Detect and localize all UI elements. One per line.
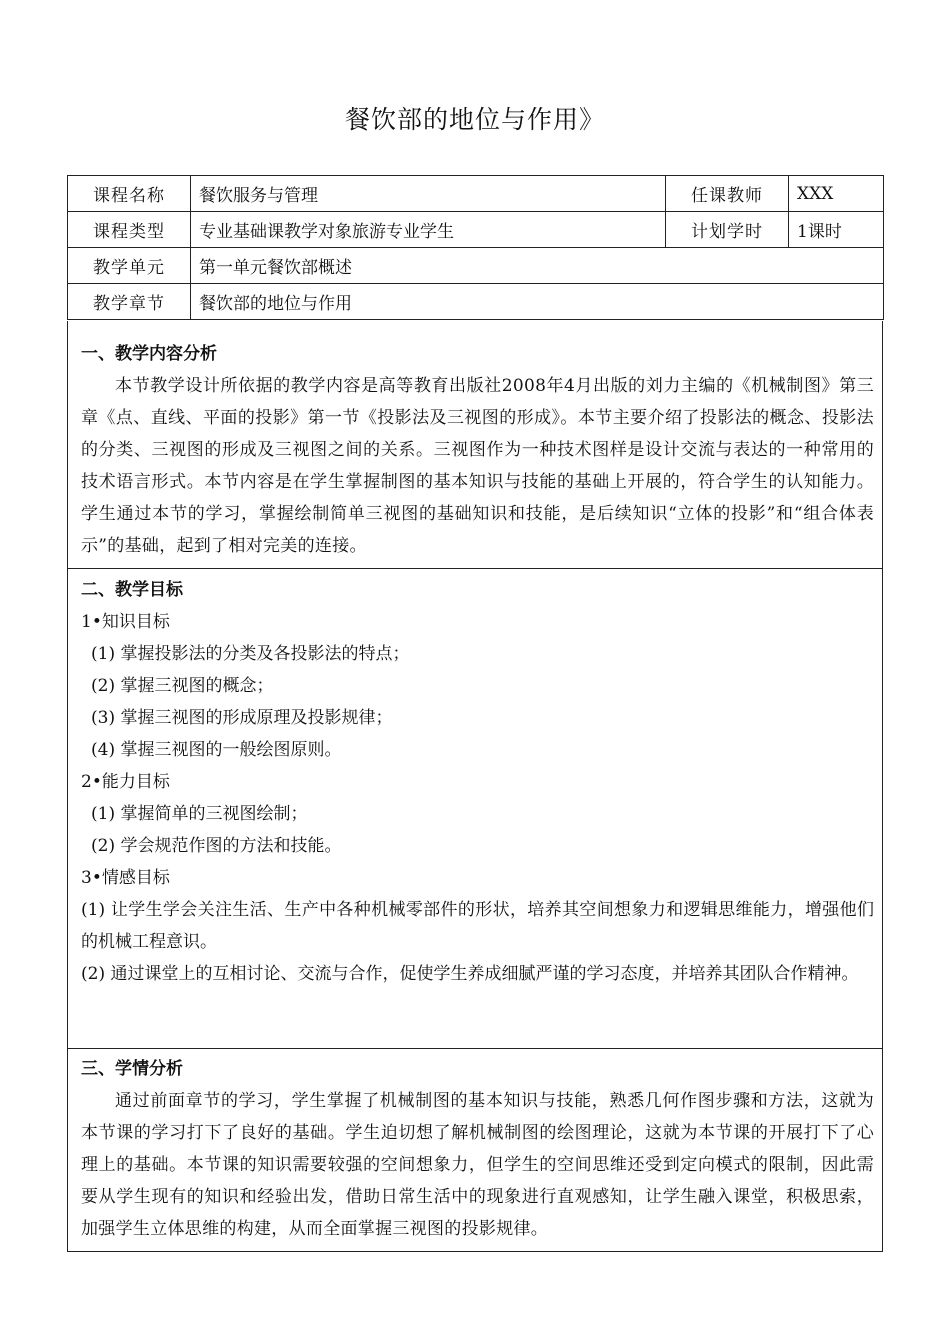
learner-analysis-section	[67, 1049, 883, 1252]
course-type-label: 课程类型	[68, 212, 191, 248]
knowledge-objectives-title: 1•知识目标	[81, 612, 170, 632]
table-row	[68, 212, 884, 248]
section-heading: 二、教学目标	[81, 580, 183, 600]
unit-value: 第一单元餐饮部概述	[191, 248, 884, 284]
document-title: 餐饮部的地位与作用》	[344, 105, 605, 134]
table-row	[68, 176, 884, 212]
chapter-value: 餐饮部的地位与作用	[191, 284, 884, 320]
hours-value: 1课时	[789, 212, 884, 248]
section-paragraph: 通过前面章节的学习，学生掌握了机械制图的基本知识与技能，熟悉几何作图步骤和方法，这就为本节课的学习打下了良好的基础。学生迫切想了解机械制图的绘图理论，这就为本节课的开展打下了心理上的基础。本节课的知识需要较强的空间想象力，但学生的空间思维还受到定向模式的限制，因此需要从学生现有的知识和经验出发，借助日常生活中的现象进行直观感知，让学生融入课堂，积极思索，加强学生立体思维的构建，从而全面掌握三视图的投影规律。	[81, 1091, 874, 1239]
course-info-table	[67, 175, 884, 320]
list-item: (2) 通过课堂上的互相讨论、交流与合作，促使学生养成细腻严谨的学习态度，并培养其团队合作精神。	[81, 964, 859, 984]
list-item: (1) 掌握简单的三视图绘制；	[91, 804, 308, 824]
section-heading: 一、教学内容分析	[81, 344, 217, 364]
list-item: (1) 掌握投影法的分类及各投影法的特点；	[91, 644, 410, 664]
unit-label: 教学单元	[68, 248, 191, 284]
list-item: (2) 学会规范作图的方法和技能。	[91, 836, 342, 856]
hours-label: 计划学时	[666, 212, 789, 248]
course-name-label: 课程名称	[68, 176, 191, 212]
course-type-value: 专业基础课教学对象旅游专业学生	[191, 212, 666, 248]
ability-objectives-title: 2•能力目标	[81, 772, 170, 792]
course-name-value: 餐饮服务与管理	[191, 176, 666, 212]
section-heading: 三、学情分析	[81, 1059, 183, 1079]
teacher-label: 任课教师	[666, 176, 789, 212]
content-analysis-section	[67, 321, 883, 569]
section-paragraph: 本节教学设计所依据的教学内容是高等教育出版社2008年4月出版的刘力主编的《机械制图》第三章《点、直线、平面的投影》第一节《投影法及三视图的形成》。本节主要介绍了投影法的概念、投影法的分类、三视图的形成及三视图之间的关系。三视图作为一种技术图样是设计交流与表达的一种常用的技术语言形式。本节内容是在学生掌握制图的基本知识与技能的基础上开展的，符合学生的认知能力。学生通过本节的学习，掌握绘制简单三视图的基础知识和技能，是后续知识“立体的投影”和“组合体表示”的基础，起到了相对完美的连接。	[81, 376, 874, 556]
chapter-label: 教学章节	[68, 284, 191, 320]
list-item: (2) 掌握三视图的概念；	[91, 676, 274, 696]
list-item: (3) 掌握三视图的形成原理及投影规律；	[91, 708, 393, 728]
table-row	[68, 284, 884, 320]
list-item: (1) 让学生学会关注生活、生产中各种机械零部件的形状，培养其空间想象力和逻辑思维能力，增强他们的机械工程意识。	[81, 900, 874, 952]
table-row	[68, 248, 884, 284]
objectives-section	[67, 569, 883, 1049]
emotion-objectives-title: 3•情感目标	[81, 868, 170, 888]
list-item: (4) 掌握三视图的一般绘图原则。	[91, 740, 342, 760]
teacher-value: XXX	[789, 176, 884, 212]
